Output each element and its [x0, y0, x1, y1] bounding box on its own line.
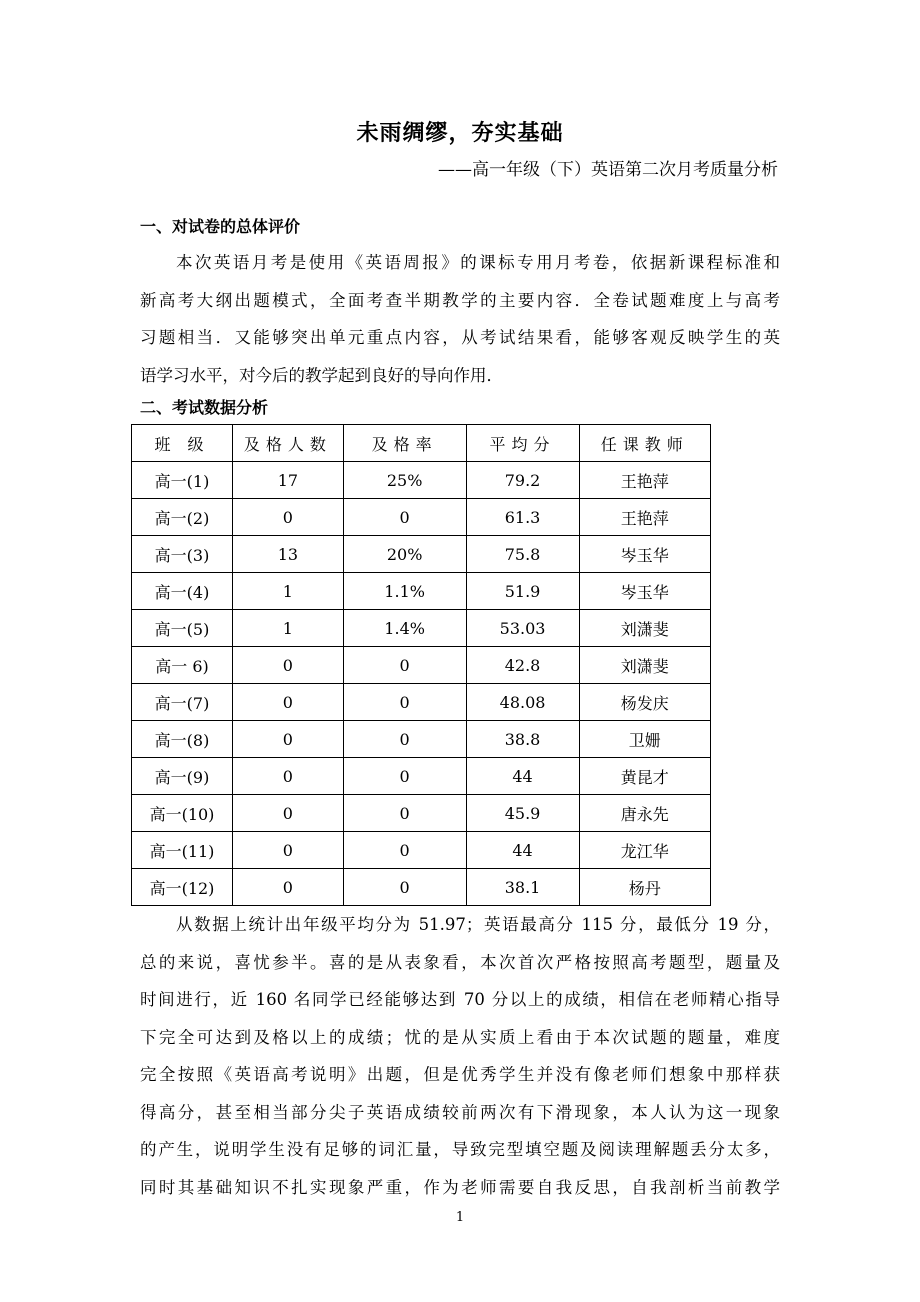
pass-rate-cell: 0 — [343, 684, 466, 721]
paragraph-line: 下完全可达到及格以上的成绩；忧的是从实质上看由于本次试题的题量，难度 — [140, 1027, 780, 1047]
class-cell: 高一(8) — [132, 721, 233, 758]
teacher-cell: 黄昆才 — [579, 758, 710, 795]
pass-count-cell: 0 — [233, 832, 344, 869]
column-header-pass-rate: 及格率 — [343, 425, 466, 462]
paragraph-line: 从数据上统计出年级平均分为 51.97；英语最高分 115 分，最低分 19 分， — [176, 915, 780, 934]
table-row — [132, 499, 711, 536]
pass-count-cell: 0 — [233, 795, 344, 832]
paragraph-line: 完全按照《英语高考说明》出题，但是优秀学生并没有像老师们想象中那样获 — [140, 1065, 780, 1084]
paragraph-line: 的产生，说明学生没有足够的词汇量，导致完型填空题及阅读理解题丢分太多， — [140, 1140, 780, 1159]
paragraph-line: 本次英语月考是使用《英语周报》的课标专用月考卷，依据新课程标准和 — [176, 253, 780, 272]
table-row — [132, 536, 711, 573]
average-cell: 44 — [466, 832, 579, 869]
paragraph-line: 时间进行，近 160 名同学已经能够达到 70 分以上的成绩，相信在老师精心指导 — [140, 990, 780, 1009]
pass-count-cell: 0 — [233, 499, 344, 536]
pass-rate-cell: 0 — [343, 499, 466, 536]
column-header-teacher: 任课教师 — [579, 425, 710, 462]
section-heading-data-analysis: 二、考试数据分析 — [140, 398, 269, 417]
table-row — [132, 462, 711, 499]
column-header-class: 班 级 — [132, 425, 233, 462]
average-cell: 38.8 — [466, 721, 579, 758]
pass-rate-cell: 0 — [343, 869, 466, 906]
class-cell: 高一(7) — [132, 684, 233, 721]
class-cell: 高一(3) — [132, 536, 233, 573]
average-cell: 44 — [466, 758, 579, 795]
pass-count-cell: 13 — [233, 536, 344, 573]
pass-count-cell: 0 — [233, 869, 344, 906]
teacher-cell: 刘潇斐 — [579, 647, 710, 684]
class-cell: 高一(5) — [132, 610, 233, 647]
column-header-pass-count: 及格人数 — [233, 425, 344, 462]
paragraph-line: 习题相当．又能够突出单元重点内容，从考试结果看，能够客观反映学生的英 — [140, 328, 780, 347]
table-row — [132, 795, 711, 832]
class-cell: 高一(9) — [132, 758, 233, 795]
table-row — [132, 832, 711, 869]
pass-count-cell: 0 — [233, 758, 344, 795]
class-cell: 高一(2) — [132, 499, 233, 536]
class-cell: 高一 6) — [132, 647, 233, 684]
table-row — [132, 758, 711, 795]
class-cell: 高一(12) — [132, 869, 233, 906]
teacher-cell: 唐永先 — [579, 795, 710, 832]
class-cell: 高一(1) — [132, 462, 233, 499]
pass-rate-cell: 0 — [343, 721, 466, 758]
teacher-cell: 岑玉华 — [579, 536, 710, 573]
pass-count-cell: 17 — [233, 462, 344, 499]
average-cell: 42.8 — [466, 647, 579, 684]
average-cell: 75.8 — [466, 536, 579, 573]
class-cell: 高一(10) — [132, 795, 233, 832]
teacher-cell: 岑玉华 — [579, 573, 710, 610]
class-cell: 高一(4) — [132, 573, 233, 610]
teacher-cell: 王艳萍 — [579, 462, 710, 499]
average-cell: 45.9 — [466, 795, 579, 832]
document-subtitle: ——高一年级（下）英语第二次月考质量分析 — [438, 160, 778, 180]
average-cell: 61.3 — [466, 499, 579, 536]
document-title: 未雨绸缪，夯实基础 — [356, 121, 564, 146]
table-row — [132, 573, 711, 610]
paragraph-line: 得高分，甚至相当部分尖子英语成绩较前两次有下滑现象，本人认为这一现象 — [140, 1102, 780, 1122]
pass-rate-cell: 0 — [343, 832, 466, 869]
paragraph-line: 语学习水平，对今后的教学起到良好的导向作用． — [140, 365, 503, 385]
teacher-cell: 杨发庆 — [579, 684, 710, 721]
pass-rate-cell: 0 — [343, 647, 466, 684]
pass-rate-cell: 0 — [343, 795, 466, 832]
average-cell: 79.2 — [466, 462, 579, 499]
table-row — [132, 610, 711, 647]
table-row — [132, 684, 711, 721]
column-header-average: 平均分 — [466, 425, 579, 462]
evaluation-paragraph — [140, 244, 780, 394]
pass-rate-cell: 0 — [343, 758, 466, 795]
paragraph-line: 同时其基础知识不扎实现象严重，作为老师需要自我反思，自我剖析当前教学 — [140, 1177, 780, 1197]
paragraph-line: 新高考大纲出题模式，全面考查半期教学的主要内容．全卷试题难度上与高考 — [140, 290, 780, 310]
pass-count-cell: 0 — [233, 647, 344, 684]
page-number: 1 — [455, 1210, 465, 1225]
teacher-cell: 王艳萍 — [579, 499, 710, 536]
pass-rate-cell: 1.1% — [343, 573, 466, 610]
pass-rate-cell: 25% — [343, 462, 466, 499]
teacher-cell: 卫姗 — [579, 721, 710, 758]
teacher-cell: 杨丹 — [579, 869, 710, 906]
table-header-row — [132, 425, 711, 462]
table-row — [132, 721, 711, 758]
teacher-cell: 刘潇斐 — [579, 610, 710, 647]
score-table — [131, 424, 711, 906]
pass-rate-cell: 20% — [343, 536, 466, 573]
pass-count-cell: 1 — [233, 610, 344, 647]
class-cell: 高一(11) — [132, 832, 233, 869]
teacher-cell: 龙江华 — [579, 832, 710, 869]
table-row — [132, 869, 711, 906]
average-cell: 53.03 — [466, 610, 579, 647]
pass-count-cell: 1 — [233, 573, 344, 610]
section-heading-evaluation: 一、对试卷的总体评价 — [140, 217, 301, 236]
pass-count-cell: 0 — [233, 721, 344, 758]
average-cell: 51.9 — [466, 573, 579, 610]
pass-count-cell: 0 — [233, 684, 344, 721]
paragraph-line: 总的来说，喜忧参半。喜的是从表象看，本次首次严格按照高考题型，题量及 — [140, 952, 780, 972]
table-row — [132, 647, 711, 684]
average-cell: 38.1 — [466, 869, 579, 906]
average-cell: 48.08 — [466, 684, 579, 721]
analysis-paragraph — [140, 906, 780, 1206]
pass-rate-cell: 1.4% — [343, 610, 466, 647]
